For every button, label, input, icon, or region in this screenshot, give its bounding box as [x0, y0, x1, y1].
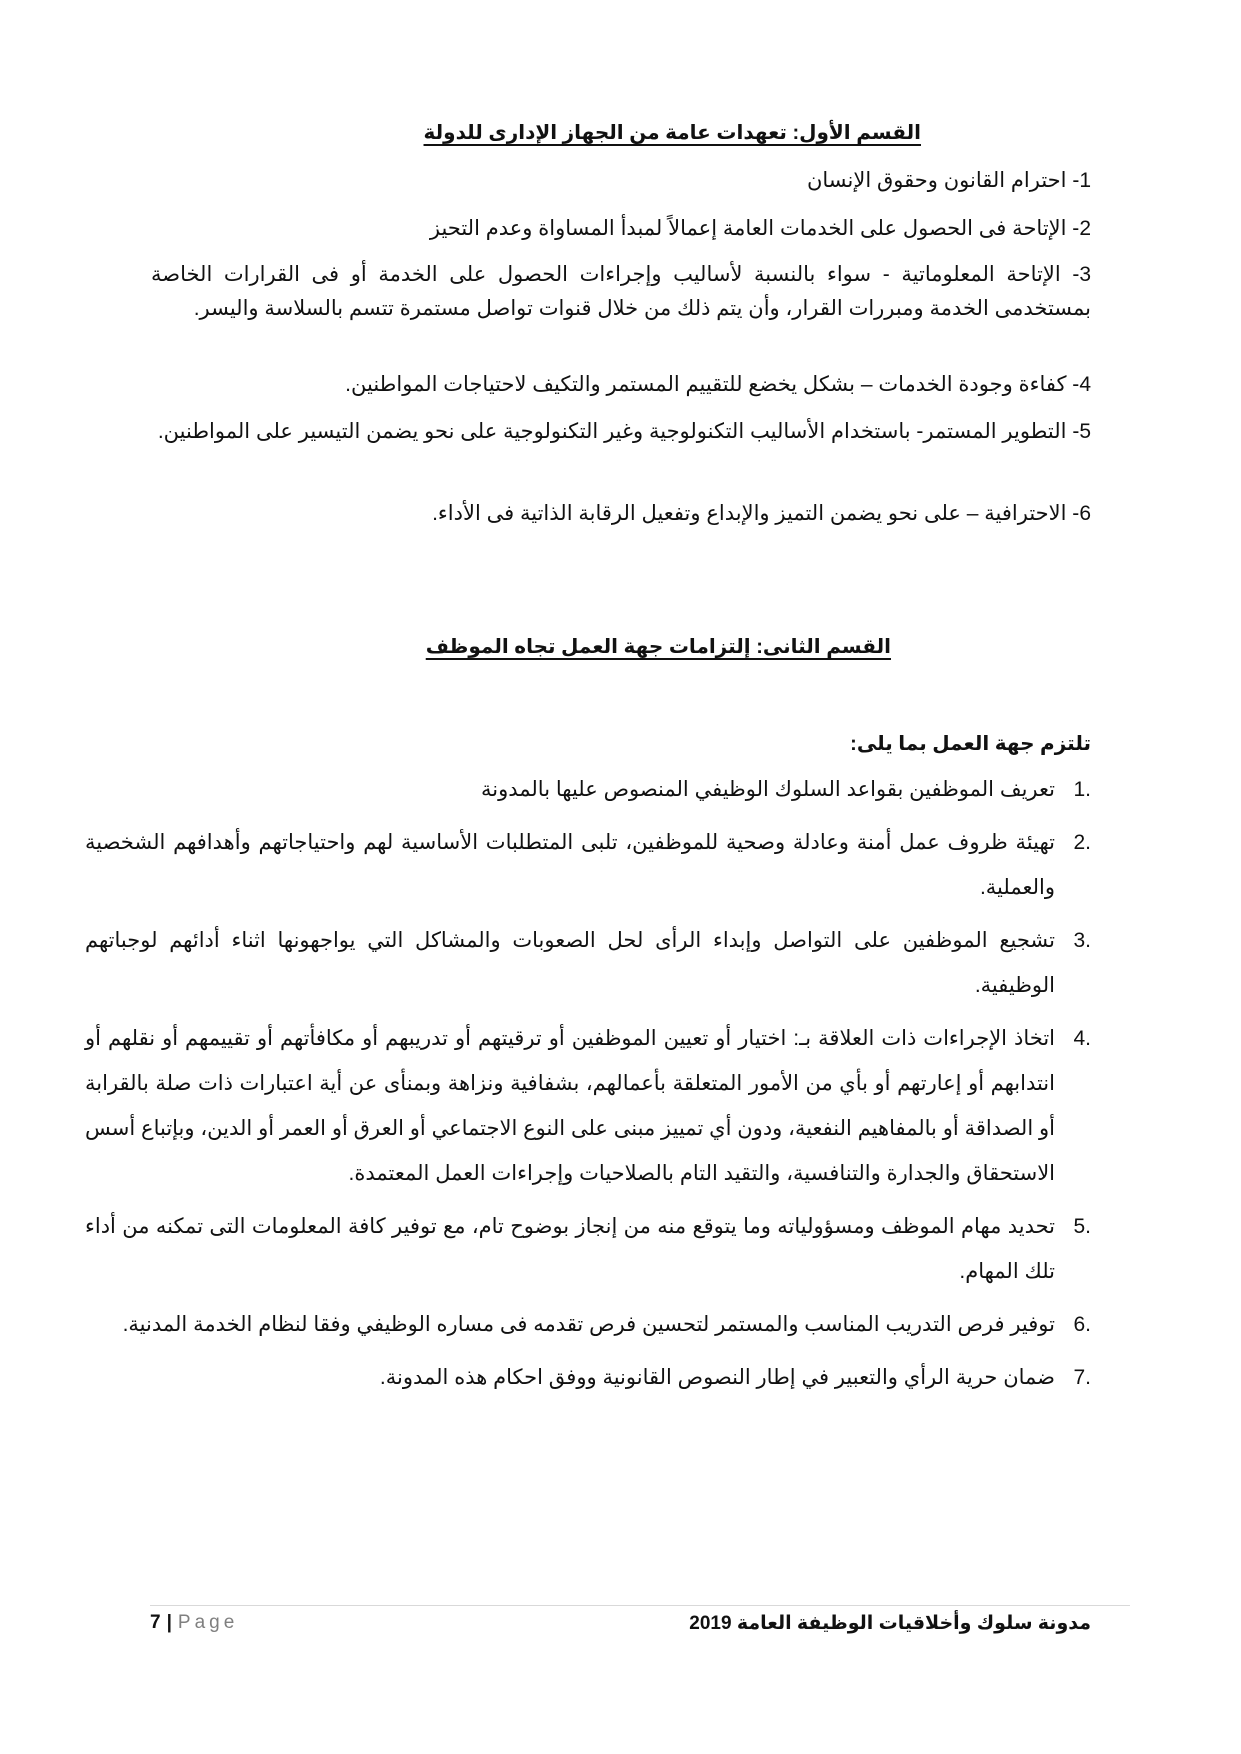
list-item-text: تعريف الموظفين بقواعد السلوك الوظيفي المنصوص عليها بالمدونة	[480, 778, 1055, 801]
list-item-text: توفير فرص التدريب المناسب والمستمر لتحسين فرص تقدمه فى مساره الوظيفي وفقا لنظام الخدمة المدنية.	[122, 1313, 1055, 1336]
list-item-text: تهيئة ظروف عمل أمنة وعادلة وصحية للموظفين، تلبى المتطلبات الأساسية لهم واحتياجاتهم وأهدافهم الشخصية والعملية.	[85, 831, 1055, 899]
obligations-list	[85, 767, 1091, 1408]
list-item-number: 5.	[1073, 1215, 1091, 1238]
page-number-footer	[150, 1612, 238, 1634]
section1-item-4: 4- كفاءة وجودة الخدمات – بشكل يخضع للتقييم المستمر والتكيف لاحتياجات المواطنين.	[345, 373, 1091, 396]
list-item	[85, 1204, 1091, 1294]
list-item-text: تحديد مهام الموظف ومسؤولياته وما يتوقع منه من إنجاز بوضوح تام، مع توفير كافة المعلومات التى تمكنه من أداء تلك المهام.	[85, 1215, 1055, 1283]
list-item	[85, 918, 1091, 1008]
section1-item-2: 2- الإتاحة فى الحصول على الخدمات العامة إعمالاً لمبدأ المساواة وعدم التحيز	[429, 217, 1091, 240]
list-item	[85, 1302, 1091, 1347]
list-item-number: 6.	[1073, 1313, 1091, 1336]
list-item-text: ضمان حرية الرأي والتعبير في إطار النصوص القانونية ووفق احكام هذه المدونة.	[379, 1366, 1055, 1389]
section1-item-5: 5- التطوير المستمر- باستخدام الأساليب التكنولوجية وغير التكنولوجية على نحو يضمن التيسير على المواطنين.	[157, 420, 1091, 443]
section2-intro: تلتزم جهة العمل بما يلى:	[850, 733, 1091, 755]
section2-title: القسم الثانى: إلتزامات جهة العمل تجاه الموظف	[425, 636, 891, 658]
page-number: 7	[150, 1612, 161, 1633]
list-item	[85, 820, 1091, 910]
list-item-number: 3.	[1073, 929, 1091, 952]
footer-divider	[150, 1605, 1130, 1606]
section1-item-6: 6- الاحترافية – على نحو يضمن التميز والإبداع وتفعيل الرقابة الذاتية فى الأداء.	[432, 502, 1091, 525]
list-item-number: 2.	[1073, 831, 1091, 854]
list-item	[85, 1355, 1091, 1400]
page-label: Page	[177, 1612, 239, 1633]
list-item-text: اتخاذ الإجراءات ذات العلاقة بـ: اختيار أو تعيين الموظفين أو ترقيتهم أو تدريبهم أو مكافأتهم أو تقييمهم أو نقلهم أو انتدابهم أو إعارتهم أو بأي من الأمور المتعلقة بأعمالهم، بشفافية ونزاهة وبمنأى عن أية اعتبارات ذات صلة بالقرابة أو الصداقة أو بالمفاهيم النفعية، ودون أي تمييز مبنى على النوع الاجتماعي أو العرق أو العمر أو الدين، وبإتباع أسس الاستحقاق والجدارة والتنافسية، والتقيد التام بالصلاحيات وإجراءات العمل المعتمدة.	[85, 1027, 1055, 1185]
document-title-footer: مدونة سلوك وأخلاقيات الوظيفة العامة 2019	[689, 1613, 1091, 1634]
list-item-number: 7.	[1073, 1366, 1091, 1389]
list-item-number: 4.	[1073, 1027, 1091, 1050]
list-item	[85, 1016, 1091, 1196]
section1-item-1: 1- احترام القانون وحقوق الإنسان	[806, 169, 1091, 192]
section1-item-3: 3- الإتاحة المعلوماتية - سواء بالنسبة لأساليب وإجراءات الحصول على الخدمة أو فى القرارات الخاصة بمستخدمى الخدمة ومبررات القرار، وأن يتم ذلك من خلال قنوات تواصل مستمرة تتسم بالسلاسة واليسر.	[151, 263, 1091, 320]
list-item-text: تشجيع الموظفين على التواصل وإبداء الرأى لحل الصعوبات والمشاكل التي يواجهونها اثناء أدائهم لوجباتهم الوظيفية.	[85, 929, 1055, 997]
list-item	[85, 767, 1091, 812]
section1-title: القسم الأول: تعهدات عامة من الجهاز الإدارى للدولة	[423, 122, 921, 144]
footer-separator: |	[166, 1612, 172, 1633]
list-item-number: 1.	[1073, 778, 1091, 801]
